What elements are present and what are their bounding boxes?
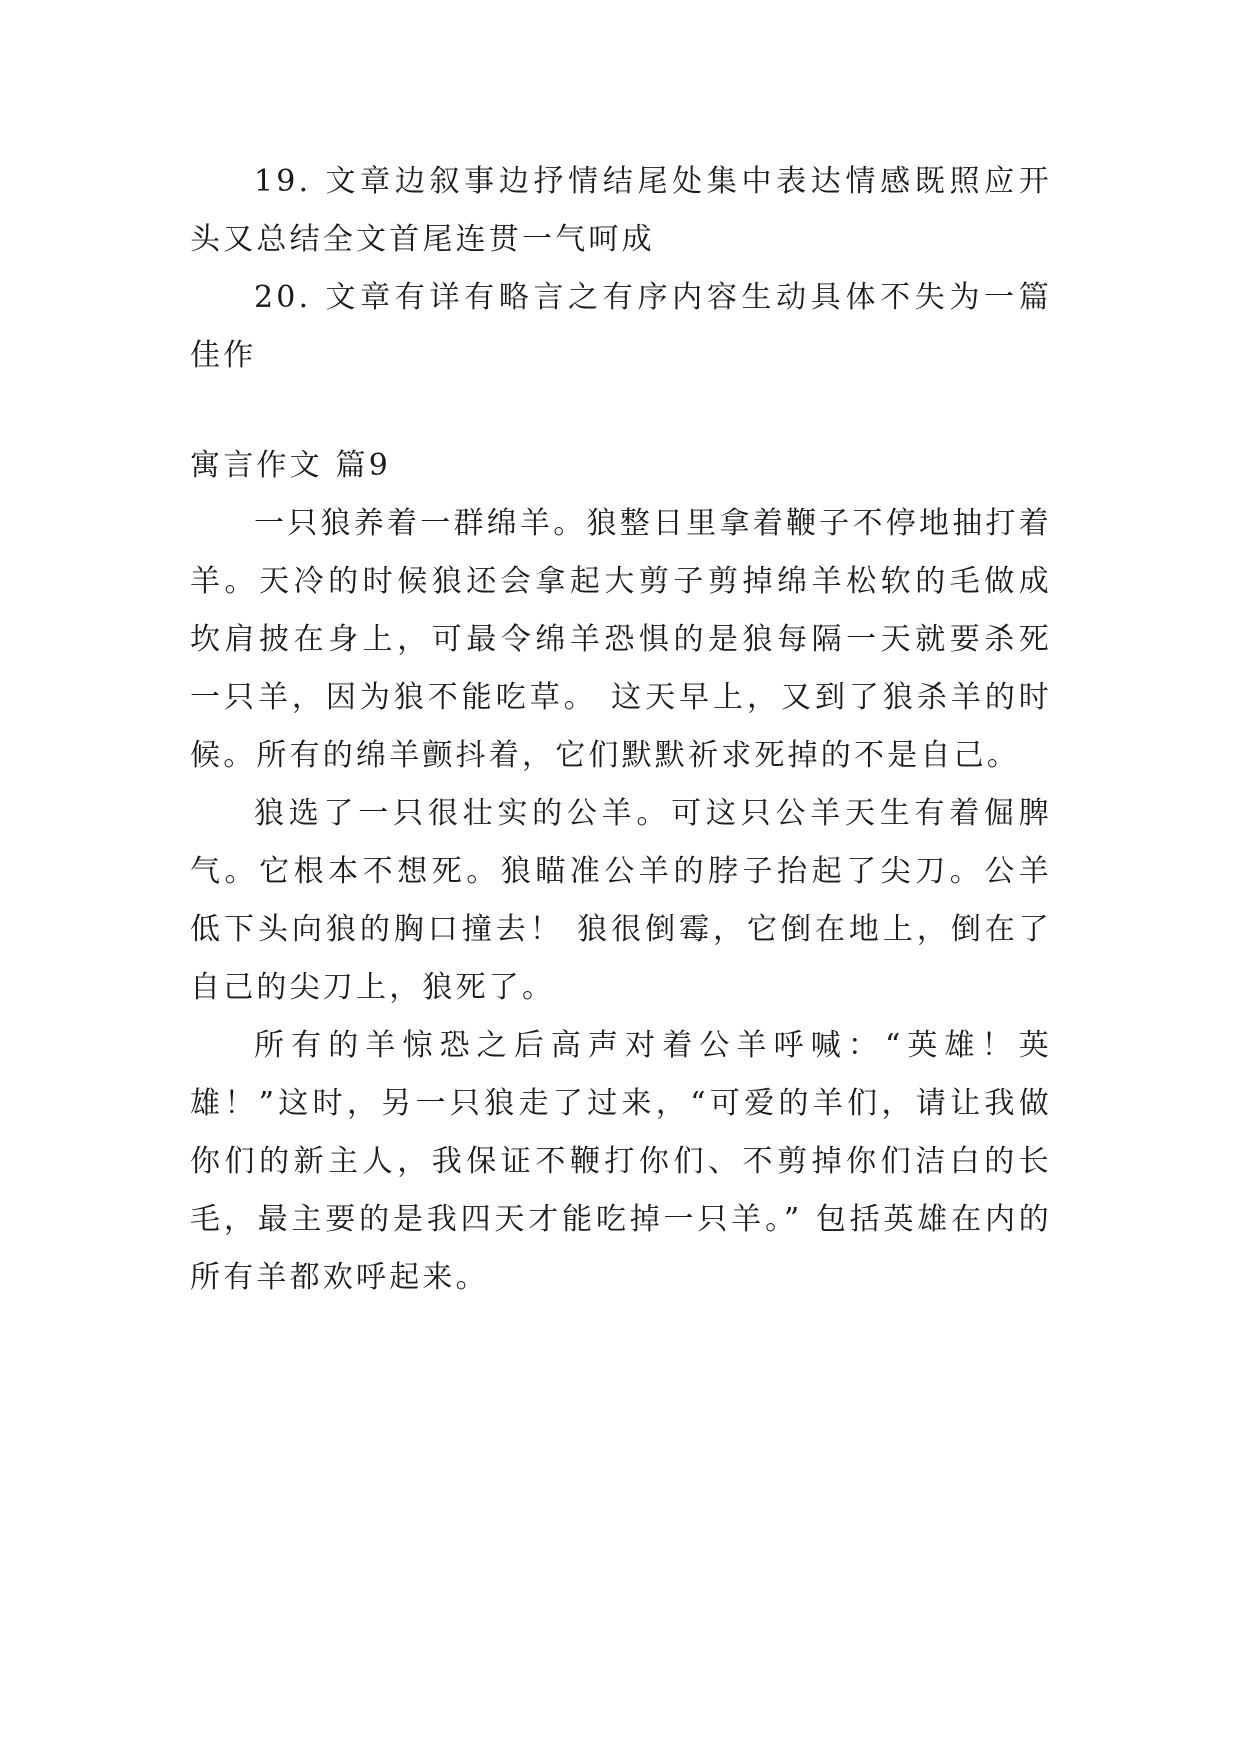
document-page <box>190 153 1052 1307</box>
story-paragraph-2: 狼选了一只很壮实的公羊。可这只公羊天生有着倔脾气。它根本不想死。狼瞄准公羊的脖子抬起了尖刀。公羊低下头向狼的胸口撞去！ 狼很倒霉，它倒在地上，倒在了自己的尖刀上，狼死了。 <box>190 796 1052 1005</box>
story-paragraph-1: 一只狼养着一群绵羊。狼整日里拿着鞭子不停地抽打着羊。天冷的时候狼还会拿起大剪子剪掉绵羊松软的毛做成坎肩披在身上，可最令绵羊恐惧的是狼每隔一天就要杀死一只羊，因为狼不能吃草。 这天早上，又到了狼杀羊的时候。所有的绵羊颤抖着，它们默默祈求死掉的不是自己。 <box>190 506 1052 773</box>
story-paragraph-3: 所有的羊惊恐之后高声对着公羊呼喊：“英雄！英雄！”这时，另一只狼走了过来，“可爱的羊们，请让我做你们的新主人，我保证不鞭打你们、不剪掉你们洁白的长毛，最主要的是我四天才能吃掉一只羊。” 包括英雄在内的所有羊都欢呼起来。 <box>190 1028 1052 1295</box>
paragraph-item-19: 19. 文章边叙事边抒情结尾处集中表达情感既照应开头又总结全文首尾连贯一气呵成 <box>190 164 1052 257</box>
section-heading: 寓言作文 篇9 <box>190 448 392 483</box>
paragraph-item-20: 20. 文章有详有略言之有序内容生动具体不失为一篇佳作 <box>190 280 1052 373</box>
